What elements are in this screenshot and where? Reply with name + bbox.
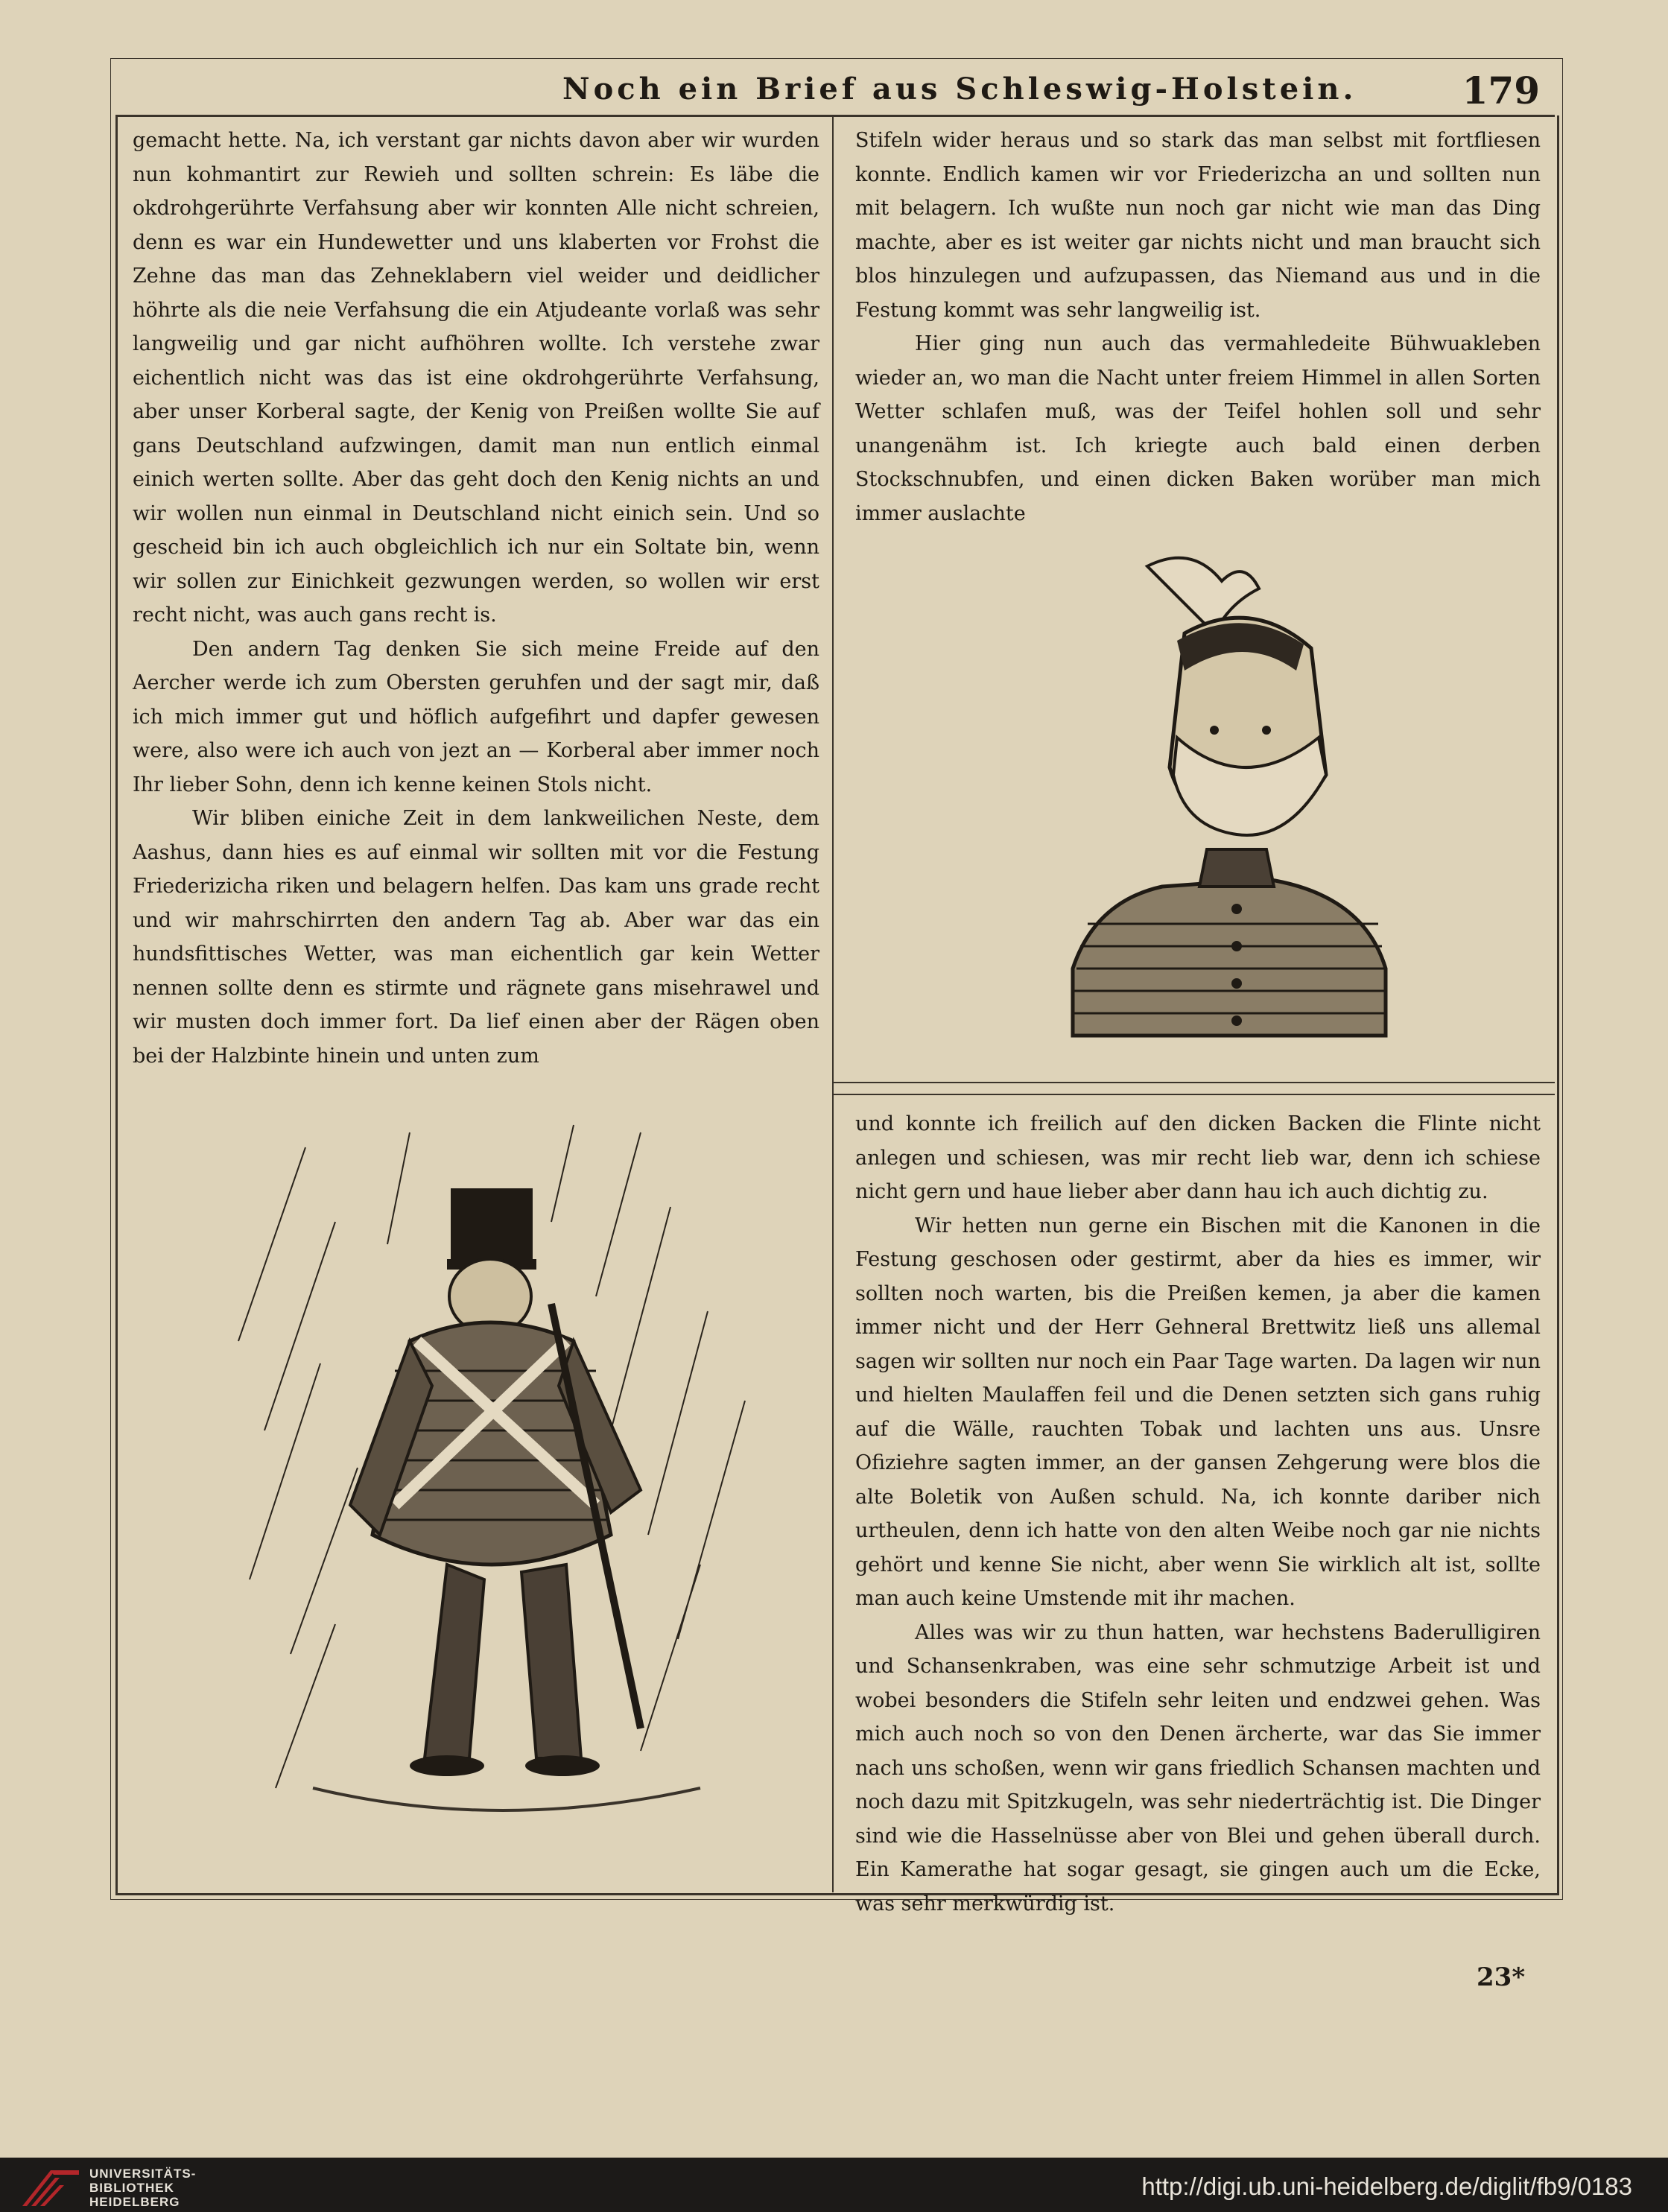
column-rule (832, 117, 834, 1892)
paragraph: Wir bliben einiche Zeit in dem lankweilichen Neste, dem Aashus, dann hies es auf einmal wir sollten mit vor die Festung Friederizicha riken und belagern helfen. Das kam uns grade recht und wir mahrschirrten den andern Tag ab. Aber war das ein hundsfittisches Wetter, was man eichentlich gar kein Wetter nennen sollte denn es stirmte und rägnete gans misehrawel und wir musten doch immer fort. Da lief einen aber der Rägen oben bei der Halzbinte hinein und unten zum (133, 807, 819, 1068)
paragraph: gemacht hette. Na, ich verstant gar nichts davon aber wir wurden nun kohmantirt zur Rewieh und sollten schrein: Es läbe die okdrohgerührte Verfahsung aber wir konnten Alle nicht schreien, denn es war ein Hundewetter und uns klaberten vor Frohst die Zehne das man das Zehneklabern viel weider und deidlicher höhrte als die neie Verfahsung die ein Atjudeante vorlaß was sehr langweilig und gar nicht aufhöhren wollte. Ich verstehe zwar eichentlich nicht was das ist eine okdrohgerührte Verfahsung, aber unser Korberal sagte, der Kenig von Preißen wollte Sie auf gans Deutschland aufzwingen, damit man nun entlich einmal einich werten sollte. Aber das geht doch den Kenig nichts an und wir wollen nun einmal in Deutschland nicht einich sein. Und so gescheid bin ich auch obgleichlich ich nur ein Soltate bin, wenn wir sollen zur Einichkeit gezwungen werden, so wollen wir erst recht nicht, was auch gans recht is. (133, 129, 819, 627)
printer-signature: 23* (1477, 1962, 1526, 1992)
paragraph: Alles was wir zu thun hatten, war hechstens Baderulligiren und Schansenkraben, was eine sehr schmutzige Arbeit ist und wobei besonders die Stifeln sehr leiten und endzwei gehen. Was mich auch noch so von den Denen ärcherte, war das Sie immer nach uns schoßen, wenn wir gans friedlich Schansen machten und noch dazu mit Spitzkugeln, was sehr niederträchtig ist. Die Dinger sind wie die Hasselnüsse aber von Blei und gehen überall durch. Ein Kamerathe hat sogar gesagt, sie gingen auch um die Ecke, was sehr merkwürdig ist. (855, 1620, 1541, 1915)
source-url-link[interactable]: http://digi.ub.uni-heidelberg.de/diglit/fb9/0183 (1141, 2173, 1632, 2200)
library-name (89, 2167, 196, 2209)
paragraph: Den andern Tag denken Sie sich meine Freide auf den Aercher werde ich zum Obersten geruhfen und der sagt mir, daß ich mich immer gut und höflich aufgefihrt und dapfer gewesen were, also were ich auch von jezt an — Korberal aber immer noch Ihr lieber Sohn, denn ich kenne keinen Stols nicht. (133, 637, 819, 796)
page-header (115, 69, 1555, 117)
right-column-bottom (855, 1107, 1541, 1921)
library-logo-icon (21, 2164, 82, 2208)
paragraph: und konnte ich freilich auf den dicken Backen die Flinte nicht anlegen und schiesen, was mir recht lieb war, denn ich schiese nicht gern und haue lieber aber dann hau ich auch dichtig zu. (855, 1112, 1541, 1203)
soldier-with-toothache-illustration (1028, 551, 1564, 1073)
left-column (133, 124, 819, 1073)
soldier-in-rain-illustration (223, 1118, 775, 1863)
running-head: Noch ein Brief aus Schleswig-Holstein. (562, 72, 1357, 107)
library-name-line: BIBLIOTHEK (89, 2181, 174, 2195)
section-rule (834, 1082, 1555, 1083)
library-name-line: UNIVERSITÄTS- (89, 2167, 197, 2181)
paragraph: Stifeln wider heraus und so stark das man selbst mit fortfliesen konnte. Endlich kamen wir vor Friederizcha an und sollten nun mit belagern. Ich wußte nun noch gar nicht wie man das Ding machte, aber es ist weiter gar nichts nicht und man braucht sich blos hinzulegen und aufzupassen, das Niemand aus und in die Festung kommt was sehr langweilig ist. (855, 129, 1541, 322)
page-number: 179 (1462, 69, 1540, 112)
library-name-line: HEIDELBERG (89, 2195, 180, 2209)
paragraph: Hier ging nun auch das vermahledeite Bühwuakleben wieder an, wo man die Nacht unter freiem Himmel in allen Sorten Wetter schlafen muß, was der Teifel hohlen soll und sehr unangenähm ist. Ich kriegte auch bald einen derben Stockschnubfen, und einen dicken Baken worüber man mich immer auslachte (855, 332, 1541, 525)
section-rule (834, 1094, 1555, 1095)
paragraph: Wir hetten nun gerne ein Bischen mit die Kanonen in die Festung geschosen oder gestirmt, aber da hies es immer, wir sollten noch warten, bis die Preißen kemen, ja aber die kamen immer nicht und der Herr Gehneral Brettwitz ließ uns allemal sagen wir sollten nur noch ein Paar Tage warten. Da lagen wir nun und hielten Maulaffen feil und die Denen setzten sich gans ruhig auf die Wälle, rauchten Tobak und lachten uns aus. Unsre Ofiziehre sagten immer, an der gansen Zehgerung were blos die alte Boletik von Außen schuld. Na, ich konnte dariber nich urtheulen, denn ich hatte von den alten Weibe noch gar nie nichts gehört und kenne Sie nicht, aber wenn Sie wirklich alt ist, sollte man auch keine Umstende mit ihr machen. (855, 1214, 1541, 1610)
right-column-top (855, 124, 1541, 530)
